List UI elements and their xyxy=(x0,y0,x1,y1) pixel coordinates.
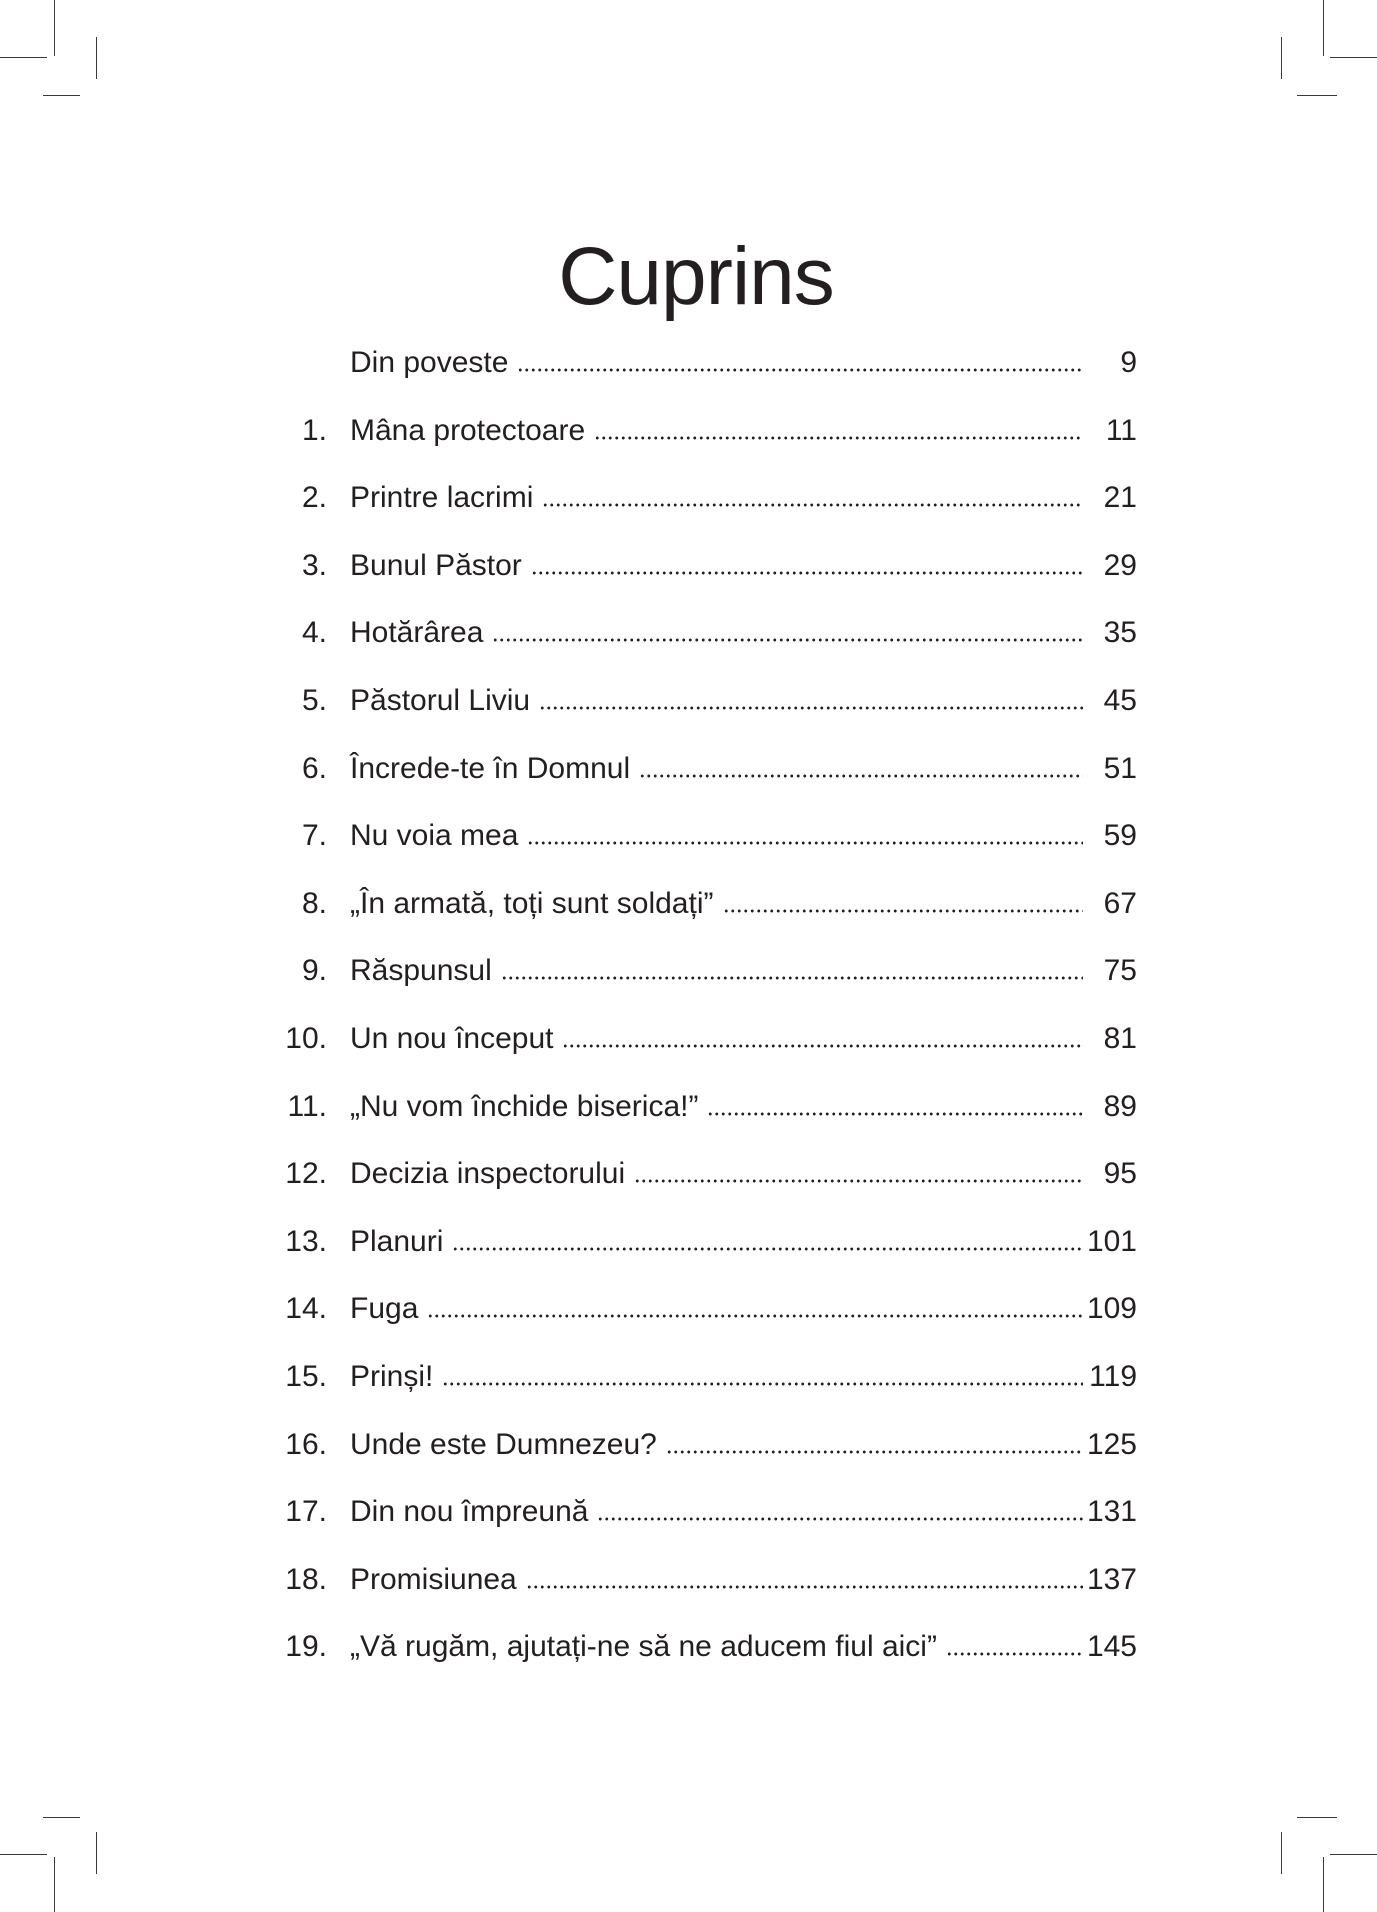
chapter-title: Răspunsul xyxy=(350,954,492,988)
dot-leader xyxy=(946,1652,1083,1656)
page-number: 35 xyxy=(1103,616,1137,650)
page-number: 67 xyxy=(1103,886,1137,920)
page-number: 9 xyxy=(1120,346,1137,379)
dot-leader xyxy=(634,1179,1083,1183)
crop-mark xyxy=(1281,1832,1282,1874)
toc-entry xyxy=(270,683,1137,751)
dot-leader xyxy=(526,1585,1083,1589)
crop-mark xyxy=(43,95,80,96)
toc-entry xyxy=(270,1224,1137,1292)
dot-leader xyxy=(517,368,1083,372)
chapter-title: Prinși! xyxy=(350,1359,434,1393)
chapter-number: 8. xyxy=(301,886,327,920)
dot-leader xyxy=(562,1044,1083,1048)
page-number: 131 xyxy=(1086,1495,1137,1529)
chapter-number: 5. xyxy=(301,683,327,717)
dot-leader xyxy=(427,1314,1083,1318)
dot-leader xyxy=(501,976,1083,980)
chapter-title: „Vă rugăm, ajutați-ne să ne aducem fiul aici” xyxy=(350,1630,937,1664)
crop-mark xyxy=(1297,95,1337,96)
page-number: 125 xyxy=(1086,1427,1137,1461)
page-number: 95 xyxy=(1103,1157,1137,1191)
table-of-contents xyxy=(270,345,1137,1697)
dot-leader xyxy=(452,1247,1083,1251)
toc-entry xyxy=(270,413,1137,481)
chapter-number: 3. xyxy=(301,548,327,582)
crop-mark xyxy=(54,0,55,56)
chapter-number: 7. xyxy=(301,819,327,853)
crop-mark xyxy=(0,1854,47,1855)
chapter-title: Din poveste xyxy=(350,346,509,379)
chapter-title: „În armată, toți sunt soldați” xyxy=(350,886,714,920)
chapter-title: Mâna protectoare xyxy=(350,413,586,447)
dot-leader xyxy=(527,841,1083,845)
page-number: 75 xyxy=(1103,954,1137,988)
chapter-number: 11. xyxy=(287,1089,327,1123)
dot-leader xyxy=(707,1112,1083,1116)
chapter-title: Încrede-te în Domnul xyxy=(350,751,631,785)
page-number: 45 xyxy=(1103,683,1137,717)
page-number: 21 xyxy=(1103,481,1137,515)
dot-leader xyxy=(723,909,1084,913)
toc-entry xyxy=(270,886,1137,954)
chapter-title: Promisiunea xyxy=(350,1562,517,1596)
chapter-title: Un nou început xyxy=(350,1021,554,1055)
chapter-title: „Nu vom închide biserica!” xyxy=(350,1089,699,1123)
dot-leader xyxy=(492,638,1083,642)
chapter-title: Decizia inspectorului xyxy=(350,1157,626,1191)
chapter-number: 9. xyxy=(301,954,327,988)
dot-leader xyxy=(539,706,1083,710)
chapter-number: 19. xyxy=(285,1630,327,1664)
toc-entry xyxy=(270,1562,1137,1630)
chapter-number: 13. xyxy=(285,1224,327,1258)
page-number: 137 xyxy=(1086,1562,1137,1596)
chapter-title: Bunul Păstor xyxy=(350,548,522,582)
chapter-title: Printre lacrimi xyxy=(350,481,534,515)
toc-entry xyxy=(270,1089,1137,1157)
crop-mark xyxy=(1323,1857,1324,1912)
page-number: 51 xyxy=(1103,751,1137,785)
page-number: 109 xyxy=(1086,1292,1137,1326)
chapter-title: Nu voia mea xyxy=(350,819,519,853)
toc-entry xyxy=(270,615,1137,683)
page-number: 145 xyxy=(1086,1630,1137,1664)
dot-leader xyxy=(639,774,1083,778)
chapter-number: 4. xyxy=(301,616,327,650)
chapter-title: Planuri xyxy=(350,1224,444,1258)
chapter-title: Fuga xyxy=(350,1292,419,1326)
chapter-number: 1. xyxy=(301,413,327,447)
chapter-number: 17. xyxy=(285,1495,327,1529)
page-number: 11 xyxy=(1105,413,1137,447)
toc-entry xyxy=(270,480,1137,548)
toc-entry xyxy=(270,1494,1137,1562)
chapter-title: Păstorul Liviu xyxy=(350,683,531,717)
dot-leader xyxy=(531,571,1083,575)
chapter-title: Din nou împreună xyxy=(350,1495,589,1529)
chapter-number: 15. xyxy=(285,1359,327,1393)
toc-entry xyxy=(270,818,1137,886)
chapter-number: 6. xyxy=(301,751,327,785)
toc-entry xyxy=(270,751,1137,819)
dot-leader xyxy=(666,1450,1083,1454)
crop-mark xyxy=(54,1857,55,1912)
toc-entry xyxy=(270,1427,1137,1495)
toc-entry xyxy=(270,548,1137,616)
chapter-number: 10. xyxy=(285,1021,327,1055)
chapter-number: 12. xyxy=(285,1157,327,1191)
page-title: Cuprins xyxy=(558,231,834,322)
chapter-number: 16. xyxy=(285,1427,327,1461)
toc-entry xyxy=(270,1156,1137,1224)
dot-leader xyxy=(594,436,1083,440)
crop-mark xyxy=(1297,1817,1337,1818)
page-number: 101 xyxy=(1086,1224,1137,1258)
toc-entry xyxy=(270,1359,1137,1427)
crop-mark xyxy=(1330,57,1377,58)
page-number: 89 xyxy=(1103,1089,1137,1123)
toc-entry xyxy=(270,1629,1137,1697)
page-number: 81 xyxy=(1103,1021,1137,1055)
dot-leader xyxy=(597,1517,1083,1521)
toc-entry xyxy=(270,1021,1137,1089)
crop-mark xyxy=(43,1817,80,1818)
crop-mark xyxy=(1323,0,1324,56)
chapter-number: 18. xyxy=(285,1562,327,1596)
chapter-number: 14. xyxy=(285,1292,327,1326)
page-number: 119 xyxy=(1089,1359,1137,1393)
dot-leader xyxy=(542,503,1083,507)
crop-mark xyxy=(96,37,97,79)
toc-entry xyxy=(270,1291,1137,1359)
crop-mark xyxy=(0,57,47,58)
chapter-title: Unde este Dumnezeu? xyxy=(350,1427,657,1461)
toc-entry xyxy=(270,953,1137,1021)
chapter-title: Hotărârea xyxy=(350,616,484,650)
crop-mark xyxy=(96,1832,97,1874)
crop-mark xyxy=(1330,1854,1377,1855)
dot-leader xyxy=(442,1382,1083,1386)
page-number: 59 xyxy=(1103,819,1137,853)
crop-mark xyxy=(1281,37,1282,79)
toc-entry xyxy=(270,345,1137,413)
page-number: 29 xyxy=(1103,548,1137,582)
chapter-number: 2. xyxy=(301,481,327,515)
